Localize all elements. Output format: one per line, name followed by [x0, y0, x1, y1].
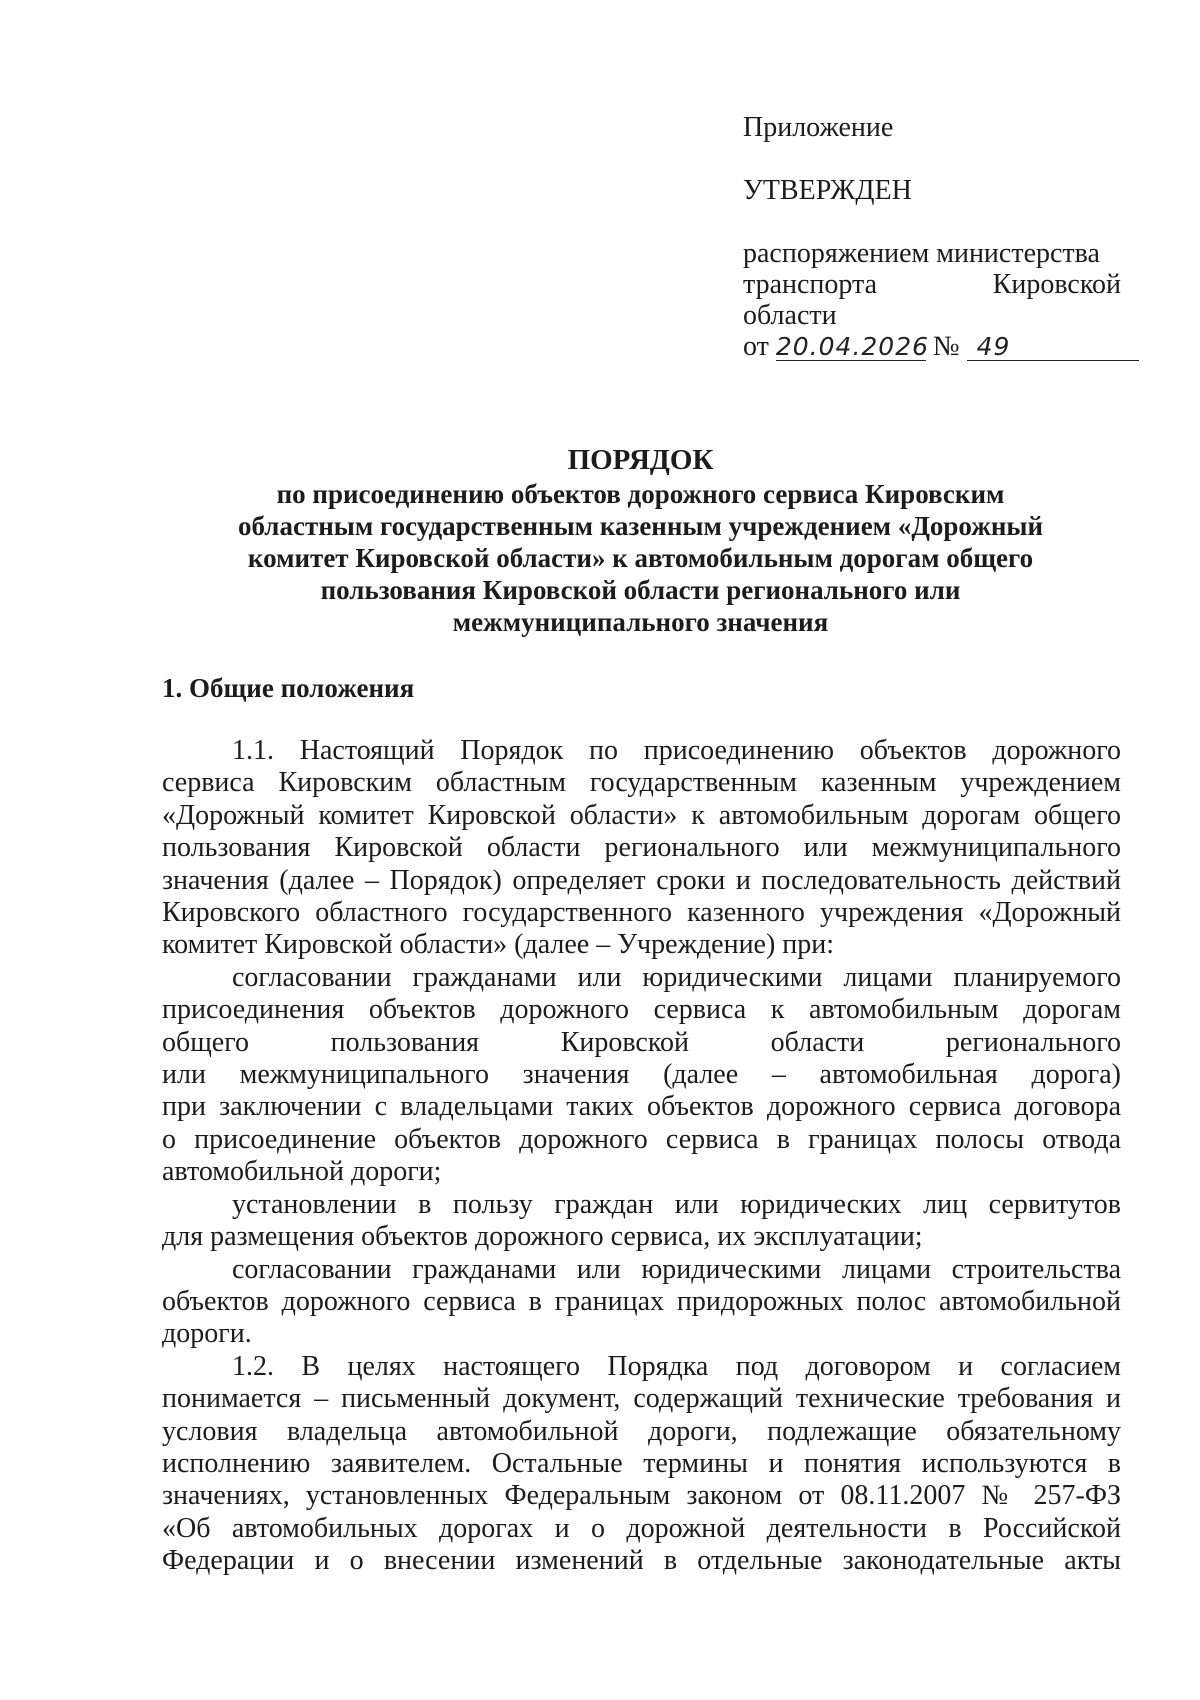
paragraph-line: установлении в пользу граждан или юридических лиц сервитутов	[232, 1188, 1121, 1220]
paragraph-line: Кировского областного государственного казенного учреждения «Дорожный	[162, 897, 1121, 929]
paragraph	[162, 1189, 1121, 1254]
approval-authority-line-2: транспорта Кировской	[743, 269, 1121, 300]
paragraph-line: 1.2. В целях настоящего Порядка под договором и согласием	[232, 1350, 1121, 1382]
section-heading: 1. Общие положения	[162, 673, 415, 703]
paragraph-line: о присоединение объектов дорожного сервиса в границах полосы отвода	[162, 1123, 1121, 1155]
approved-label: УТВЕРЖДЕН	[743, 175, 912, 206]
date-prefix: от	[743, 331, 769, 362]
paragraph-line: «Дорожный комитет Кировской области» к автомобильным дорогам общего	[162, 799, 1121, 831]
paragraph	[162, 962, 1121, 1189]
document-title-main: ПОРЯДОК	[567, 444, 714, 476]
subtitle-line: по присоединению объектов дорожного сервиса Кировским	[276, 479, 1005, 509]
subtitle-line: комитет Кировской области» к автомобильным дорогам общего	[247, 543, 1034, 573]
subtitle-line: пользования Кировской области регионального или	[320, 575, 961, 605]
paragraph-line: сервиса Кировским областным государственным казенным учреждением	[162, 767, 1121, 799]
paragraph-line: для размещения объектов дорожного сервиса, их эксплуатации;	[162, 1221, 923, 1253]
paragraph-line: исполнению заявителем. Остальные термины и понятия используются в	[162, 1447, 1121, 1479]
document-title-subtitle	[160, 478, 1121, 638]
paragraph-line: согласовании гражданами или юридическими лицами строительства	[232, 1253, 1121, 1285]
paragraph-line: Федерации и о внесении изменений в отдельные законодательные акты	[162, 1545, 1121, 1577]
approval-block	[743, 112, 1121, 362]
paragraph-line: дороги.	[162, 1318, 252, 1350]
paragraph-line: условия владельца автомобильной дороги, подлежащие обязательному	[162, 1415, 1121, 1447]
number-sign: №	[932, 331, 960, 362]
paragraph-line: значениях, установленных Федеральным законом от 08.11.2007 № 257-ФЗ	[162, 1480, 1121, 1512]
paragraph	[162, 735, 1121, 962]
subtitle-line: областным государственным казенным учреждением «Дорожный	[237, 511, 1044, 541]
handwritten-number: 49	[976, 332, 1011, 361]
appendix-label: Приложение	[743, 112, 894, 143]
number-field	[967, 334, 1139, 361]
paragraph-line: 1.1. Настоящий Порядок по присоединению объектов дорожного	[232, 735, 1121, 766]
paragraph	[162, 1351, 1121, 1578]
document-title	[160, 444, 1121, 638]
paragraph-line: пользования Кировской области регионального или межмуниципального	[162, 832, 1121, 864]
paragraph-line: или межмуниципального значения (далее – автомобильная дорога)	[162, 1059, 1121, 1091]
paragraph-line: «Об автомобильных дорогах и о дорожной деятельности в Российской	[162, 1512, 1121, 1544]
paragraph-line: согласовании гражданами или юридическими лицами планируемого	[232, 961, 1121, 993]
approval-authority-line-3: области	[743, 300, 837, 331]
paragraph-line: объектов дорожного сервиса в границах придорожных полос автомобильной	[162, 1285, 1121, 1317]
paragraph-line: комитет Кировской области» (далее – Учреждение) при:	[162, 929, 835, 961]
paragraph-line: общего пользования Кировской области регионального	[162, 1026, 1121, 1058]
subtitle-line: межмуниципального значения	[452, 607, 829, 637]
paragraph	[162, 1254, 1121, 1351]
paragraph-line: присоединения объектов дорожного сервиса к автомобильным дорогам	[162, 994, 1121, 1026]
paragraph-line: при заключении с владельцами таких объектов дорожного сервиса договора	[162, 1091, 1121, 1123]
handwritten-date: 20.04.2026	[775, 332, 930, 361]
paragraph-line: автомобильной дороги;	[162, 1156, 442, 1188]
date-field	[775, 332, 930, 361]
paragraph-line: значения (далее – Порядок) определяет сроки и последовательность действий	[162, 864, 1121, 896]
approval-authority-line-1: распоряжением министерства	[743, 238, 1100, 269]
paragraph-line: понимается – письменный документ, содержащий технические требования и	[162, 1383, 1121, 1415]
approval-date-line	[743, 331, 1121, 362]
document-body	[162, 735, 1121, 1578]
